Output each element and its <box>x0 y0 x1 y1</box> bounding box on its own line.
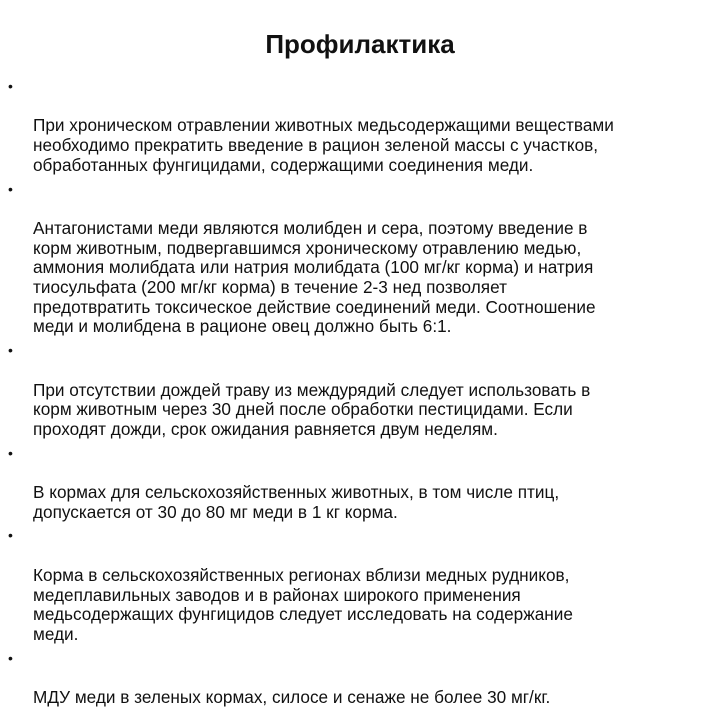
bullet-text: Антагонистами меди являются молибден и сера, поэтому введение в корм животным, подвергавшимся хроническому отравлению медью, аммония молибдата или натрия молибдата (100 мг/кг корма) и натрия тиосульфата (200 мг/кг корма) в течение 2-3 нед позволяет предотвратить токсическое действие соединений меди. Соотношение меди и молибдена в рационе овец должно быть 6:1. <box>33 217 596 337</box>
bullet-marker: • <box>8 342 13 359</box>
bullet-item <box>8 526 713 644</box>
bullet-marker: • <box>8 527 13 544</box>
bullet-text: Корма в сельскохозяйственных регионах вблизи медных рудников, медеплавильных заводов и в районах широкого применения медьсодержащих фунгицидов следует исследовать на содержание меди. <box>33 564 573 644</box>
bullet-item <box>8 180 713 338</box>
bullet-marker: • <box>8 180 13 197</box>
slide-title: Профилактика <box>265 29 455 59</box>
bullet-marker: • <box>8 444 13 461</box>
bullet-item <box>8 77 713 176</box>
bullet-text: В кормах для сельскохозяйственных животных, в том числе птиц, допускается от 30 до 80 мг меди в 1 кг корма. <box>33 482 560 522</box>
bullet-item <box>8 649 713 708</box>
bullet-text: МДУ меди в зеленых кормах, силосе и сенаже не более 30 мг/кг. <box>33 687 551 708</box>
bullet-marker: • <box>8 649 13 666</box>
bullet-item <box>8 341 713 440</box>
bullet-marker: • <box>8 78 13 94</box>
bullet-list <box>8 77 713 712</box>
bullet-text: При хроническом отравлении животных медьсодержащими веществами необходимо прекратить введение в рацион зеленой массы с участков, обработанных фунгицидами, содержащими соединения меди. <box>33 115 614 175</box>
bullet-item <box>8 444 713 523</box>
bullet-text: При отсутствии дождей траву из междурядий следует использовать в корм животным через 30 дней после обработки пестицидами. Если проходят дожди, срок ожидания равняется двум неделям. <box>33 379 591 439</box>
